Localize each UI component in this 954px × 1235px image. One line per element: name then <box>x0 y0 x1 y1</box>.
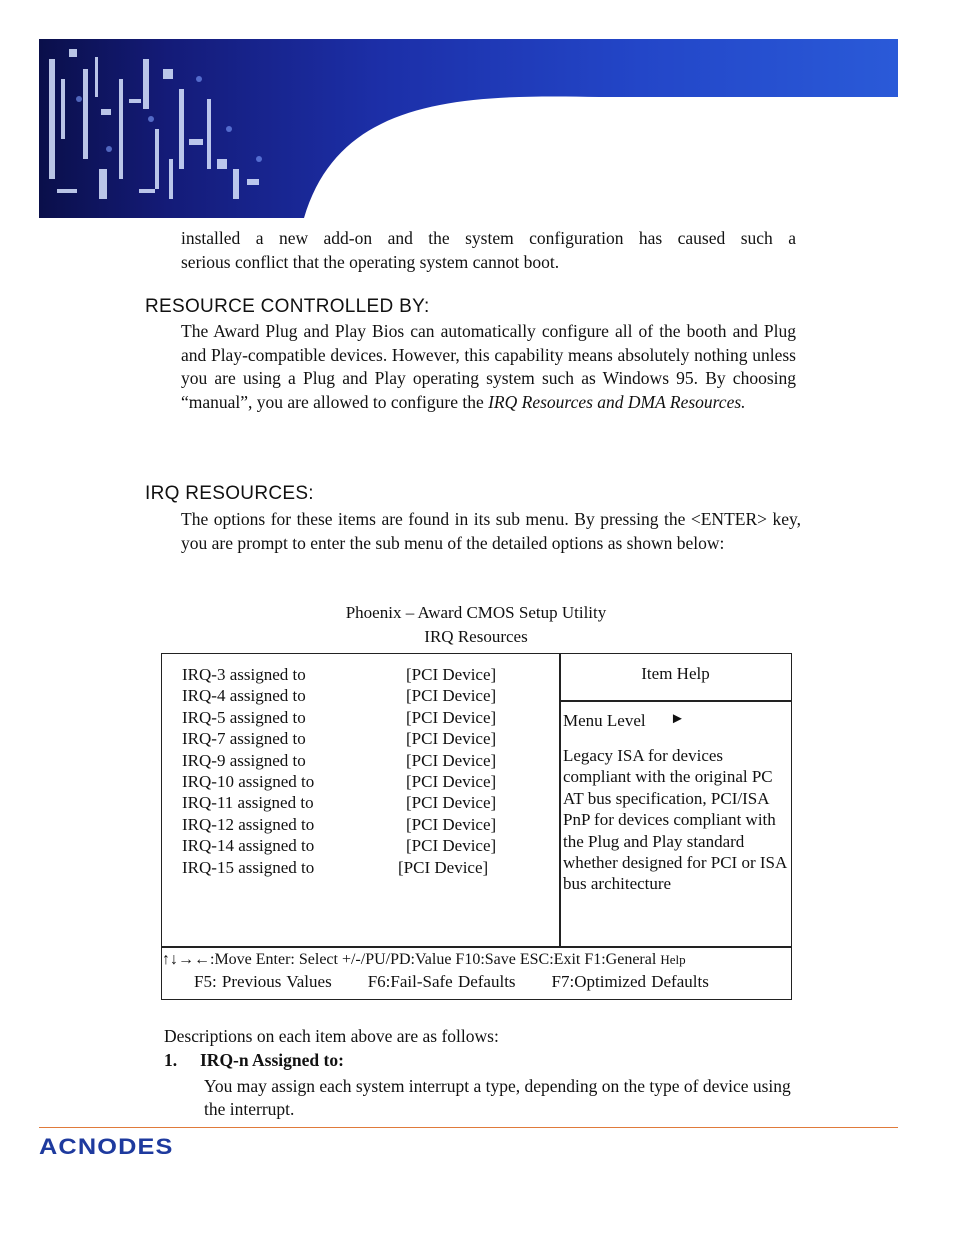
resource-controlled-italic: IRQ Resources and DMA Resources. <box>488 391 746 412</box>
resource-controlled-heading: RESOURCE CONTROLLED BY: <box>145 296 430 317</box>
irq-row[interactable] <box>182 814 542 835</box>
irq-value[interactable]: [PCI Device] <box>406 836 497 856</box>
bios-caption-subtitle: IRQ Resources <box>424 627 528 646</box>
bios-divider-footer <box>162 946 791 948</box>
irq-label: IRQ-14 assigned to <box>182 836 315 856</box>
irq-row[interactable] <box>182 728 542 749</box>
irq-value[interactable]: [PCI Device] <box>398 857 489 877</box>
resource-controlled-text: The Award Plug and Play Bios can automatically configure all of the booth and Plug and Play-compatible devices. However, this capability means absolutely nothing unless you are using a Plug and Play operating system such as Windows 95. By choosing “manual”, you are allowed to configure the <box>181 321 796 412</box>
irq-resources-heading: IRQ RESOURCES: <box>145 483 314 504</box>
irq-row[interactable] <box>182 685 542 706</box>
item-help-title: Item Help <box>641 664 710 683</box>
irq-label: IRQ-10 assigned to <box>182 771 315 791</box>
bios-screen <box>161 653 792 1000</box>
irq-row[interactable] <box>182 750 542 771</box>
intro-line-1: installed a new add-on and the system configuration has caused such a <box>181 228 796 248</box>
banner-curve-graphic <box>39 39 898 218</box>
irq-label: IRQ-7 assigned to <box>182 729 306 749</box>
footer-rule <box>39 1127 898 1128</box>
item-help-text: Legacy ISA for devices compliant with the original PC AT bus specification, PCI/ISA PnP for devices compliant with the Plug and Play standard whether designed for PCI or ISA bus architecture <box>563 746 787 894</box>
bios-keys-line-1 <box>162 951 686 969</box>
irq-row[interactable] <box>182 835 542 856</box>
bios-divider-vertical <box>559 654 561 946</box>
f7-optimized-defaults: F7:Optimized Defaults <box>551 972 709 991</box>
irq-value[interactable]: [PCI Device] <box>406 793 497 813</box>
acnodes-logo: ACNODES <box>39 1134 174 1159</box>
resource-controlled-paragraph <box>181 320 796 414</box>
irq-value[interactable]: [PCI Device] <box>406 750 497 770</box>
irq-label: IRQ-3 assigned to <box>182 665 306 684</box>
bios-keys-line-2 <box>194 972 745 992</box>
irq-label: IRQ-15 assigned to <box>182 857 315 877</box>
irq-list <box>182 664 542 878</box>
irq-row[interactable] <box>182 771 542 792</box>
menu-level-label: Menu Level <box>563 711 646 730</box>
irq-label: IRQ-4 assigned to <box>182 686 306 706</box>
description-item-heading: IRQ-n Assigned to: <box>200 1050 344 1070</box>
irq-row[interactable] <box>182 707 542 728</box>
irq-value[interactable]: [PCI Device] <box>406 707 497 727</box>
irq-label: IRQ-9 assigned to <box>182 750 306 770</box>
irq-row[interactable] <box>182 664 542 685</box>
irq-value[interactable]: [PCI Device] <box>406 686 497 706</box>
description-item-number: 1. <box>164 1050 178 1070</box>
bios-caption <box>160 601 792 649</box>
irq-value[interactable]: [PCI Device] <box>406 771 497 791</box>
irq-value[interactable]: [PCI Device] <box>406 665 497 684</box>
bios-keys-help: Help <box>660 952 686 967</box>
menu-level-arrow-icon: ► <box>670 711 685 727</box>
irq-resources-paragraph: The options for these items are found in its sub menu. By pressing the <ENTER> key, you are prompt to enter the sub menu of the detailed options as shown below: <box>181 509 801 553</box>
irq-row[interactable] <box>182 792 542 813</box>
irq-label: IRQ-11 assigned to <box>182 793 314 813</box>
bios-divider-help <box>559 700 791 702</box>
bios-caption-title: Phoenix – Award CMOS Setup Utility <box>345 603 607 622</box>
f5-previous-values: F5: Previous Values <box>194 972 332 991</box>
irq-label: IRQ-5 assigned to <box>182 707 306 727</box>
irq-value[interactable]: [PCI Device] <box>406 729 497 749</box>
description-item-title <box>164 1050 344 1071</box>
intro-paragraph <box>181 227 796 274</box>
f6-fail-safe-defaults: F6:Fail-Safe Defaults <box>367 972 516 991</box>
irq-value[interactable]: [PCI Device] <box>406 814 497 834</box>
irq-label: IRQ-12 assigned to <box>182 814 315 834</box>
description-item-text: You may assign each system interrupt a type, depending on the type of device using the interrupt. <box>204 1076 791 1119</box>
intro-line-2: serious conflict that the operating system cannot boot. <box>181 251 560 272</box>
irq-row[interactable] <box>182 857 542 878</box>
header-banner <box>39 39 898 218</box>
bios-keys-text: ↑↓→←:Move Enter: Select +/-/PU/PD:Value F10:Save ESC:Exit F1:General <box>162 951 661 968</box>
descriptions-intro: Descriptions on each item above are as follows: <box>164 1026 499 1046</box>
